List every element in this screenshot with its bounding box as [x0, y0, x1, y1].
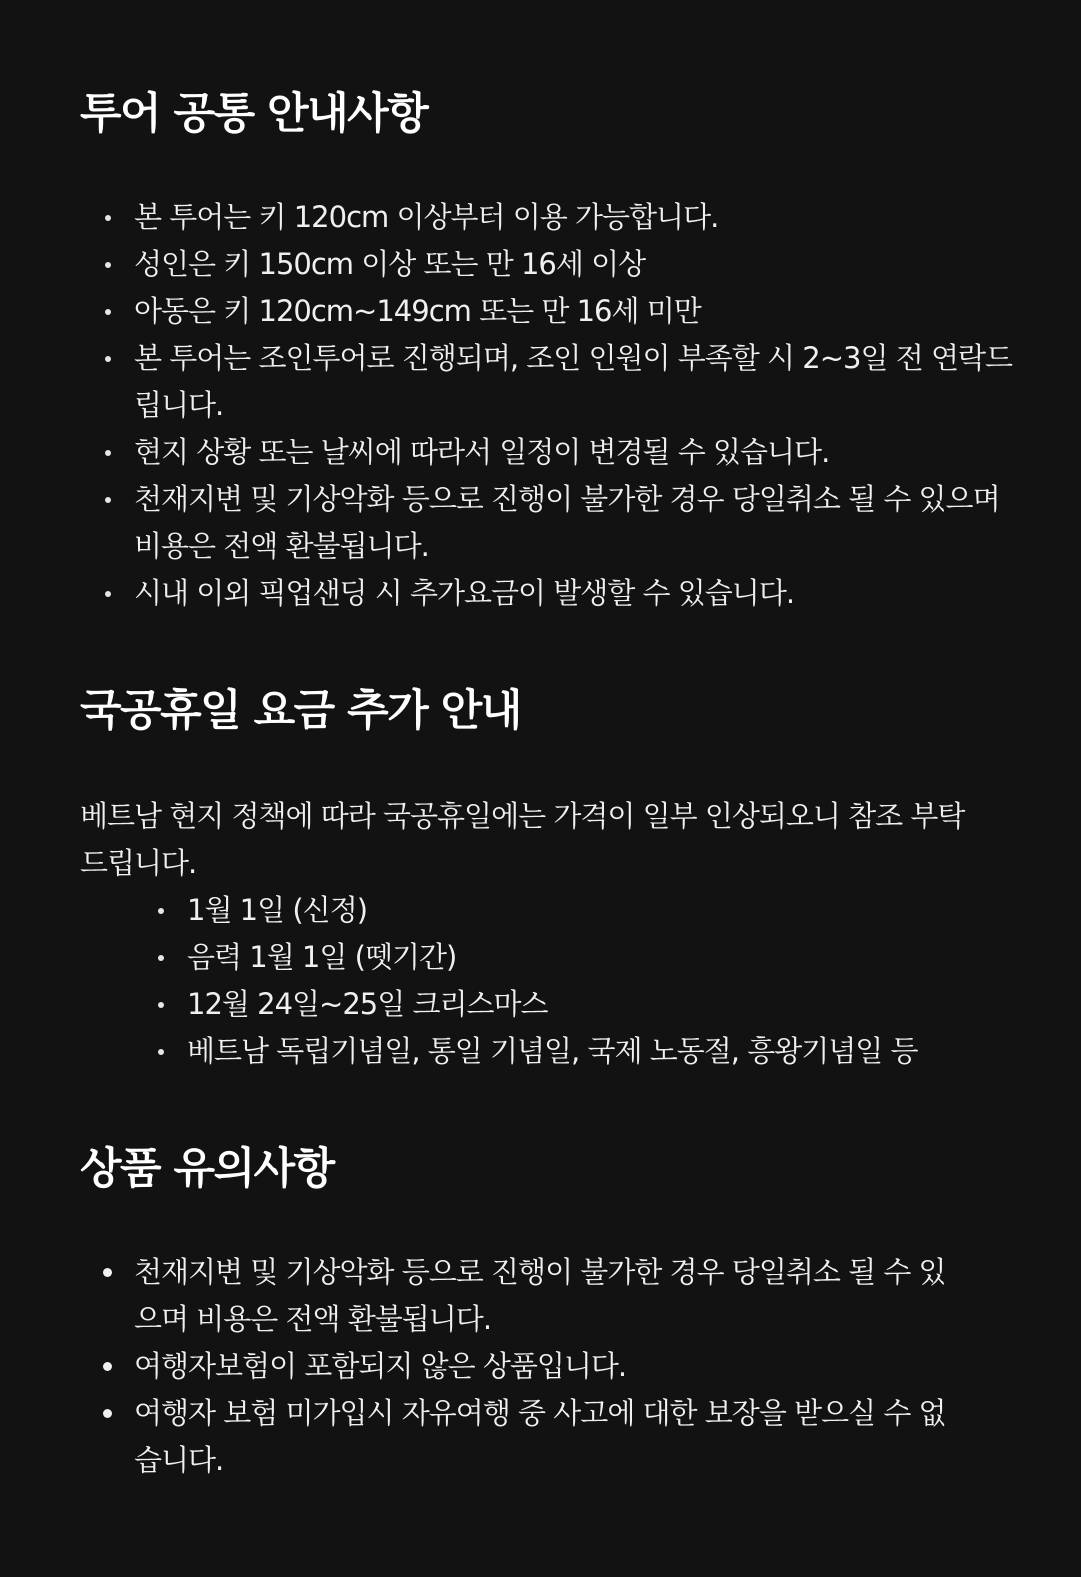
- list-item: 베트남 독립기념일, 통일 기념일, 국제 노동절, 흥왕기념일 등: [187, 1028, 1001, 1075]
- product-notice-list: [80, 1249, 964, 1484]
- tour-notice-list: [80, 194, 1014, 617]
- list-item: 시내 이외 픽업샌딩 시 추가요금이 발생할 수 있습니다.: [134, 570, 1014, 617]
- section-title: 국공휴일 요금 추가 안내: [80, 686, 521, 736]
- holiday-surcharge-section: [80, 617, 1001, 1075]
- list-item: 본 투어는 키 120cm 이상부터 이용 가능합니다.: [134, 194, 1014, 241]
- list-item: 여행자보험이 포함되지 않은 상품입니다.: [134, 1343, 964, 1390]
- section-intro: 베트남 현지 정책에 따라 국공휴일에는 가격이 일부 인상되오니 참조 부탁드립니다.: [80, 799, 965, 880]
- list-item: 여행자 보험 미가입시 자유여행 중 사고에 대한 보장을 받으실 수 없습니다.: [134, 1390, 964, 1484]
- list-item: 음력 1월 1일 (뗏기간): [187, 934, 1001, 981]
- list-item: 1월 1일 (신정): [187, 887, 1001, 934]
- holiday-list: [80, 887, 1001, 1075]
- list-item: 천재지변 및 기상악화 등으로 진행이 불가한 경우 당일취소 될 수 있으며 비용은 전액 환불됩니다.: [134, 476, 1014, 570]
- list-item: 천재지변 및 기상악화 등으로 진행이 불가한 경우 당일취소 될 수 있으며 비용은 전액 환불됩니다.: [134, 1249, 964, 1343]
- tour-common-notice-section: [80, 0, 1012, 617]
- list-item: 성인은 키 150cm 이상 또는 만 16세 이상: [134, 241, 1014, 288]
- list-item: 현지 상황 또는 날씨에 따라서 일정이 변경될 수 있습니다.: [134, 429, 1014, 476]
- section-title: 투어 공통 안내사항: [80, 89, 428, 139]
- list-item: 아동은 키 120cm~149cm 또는 만 16세 미만: [134, 288, 1014, 335]
- product-notice-section: [80, 1075, 1001, 1484]
- section-title: 상품 유의사항: [80, 1144, 334, 1194]
- list-item: 12월 24일~25일 크리스마스: [187, 981, 1001, 1028]
- list-item: 본 투어는 조인투어로 진행되며, 조인 인원이 부족할 시 2~3일 전 연락드립니다.: [134, 335, 1014, 429]
